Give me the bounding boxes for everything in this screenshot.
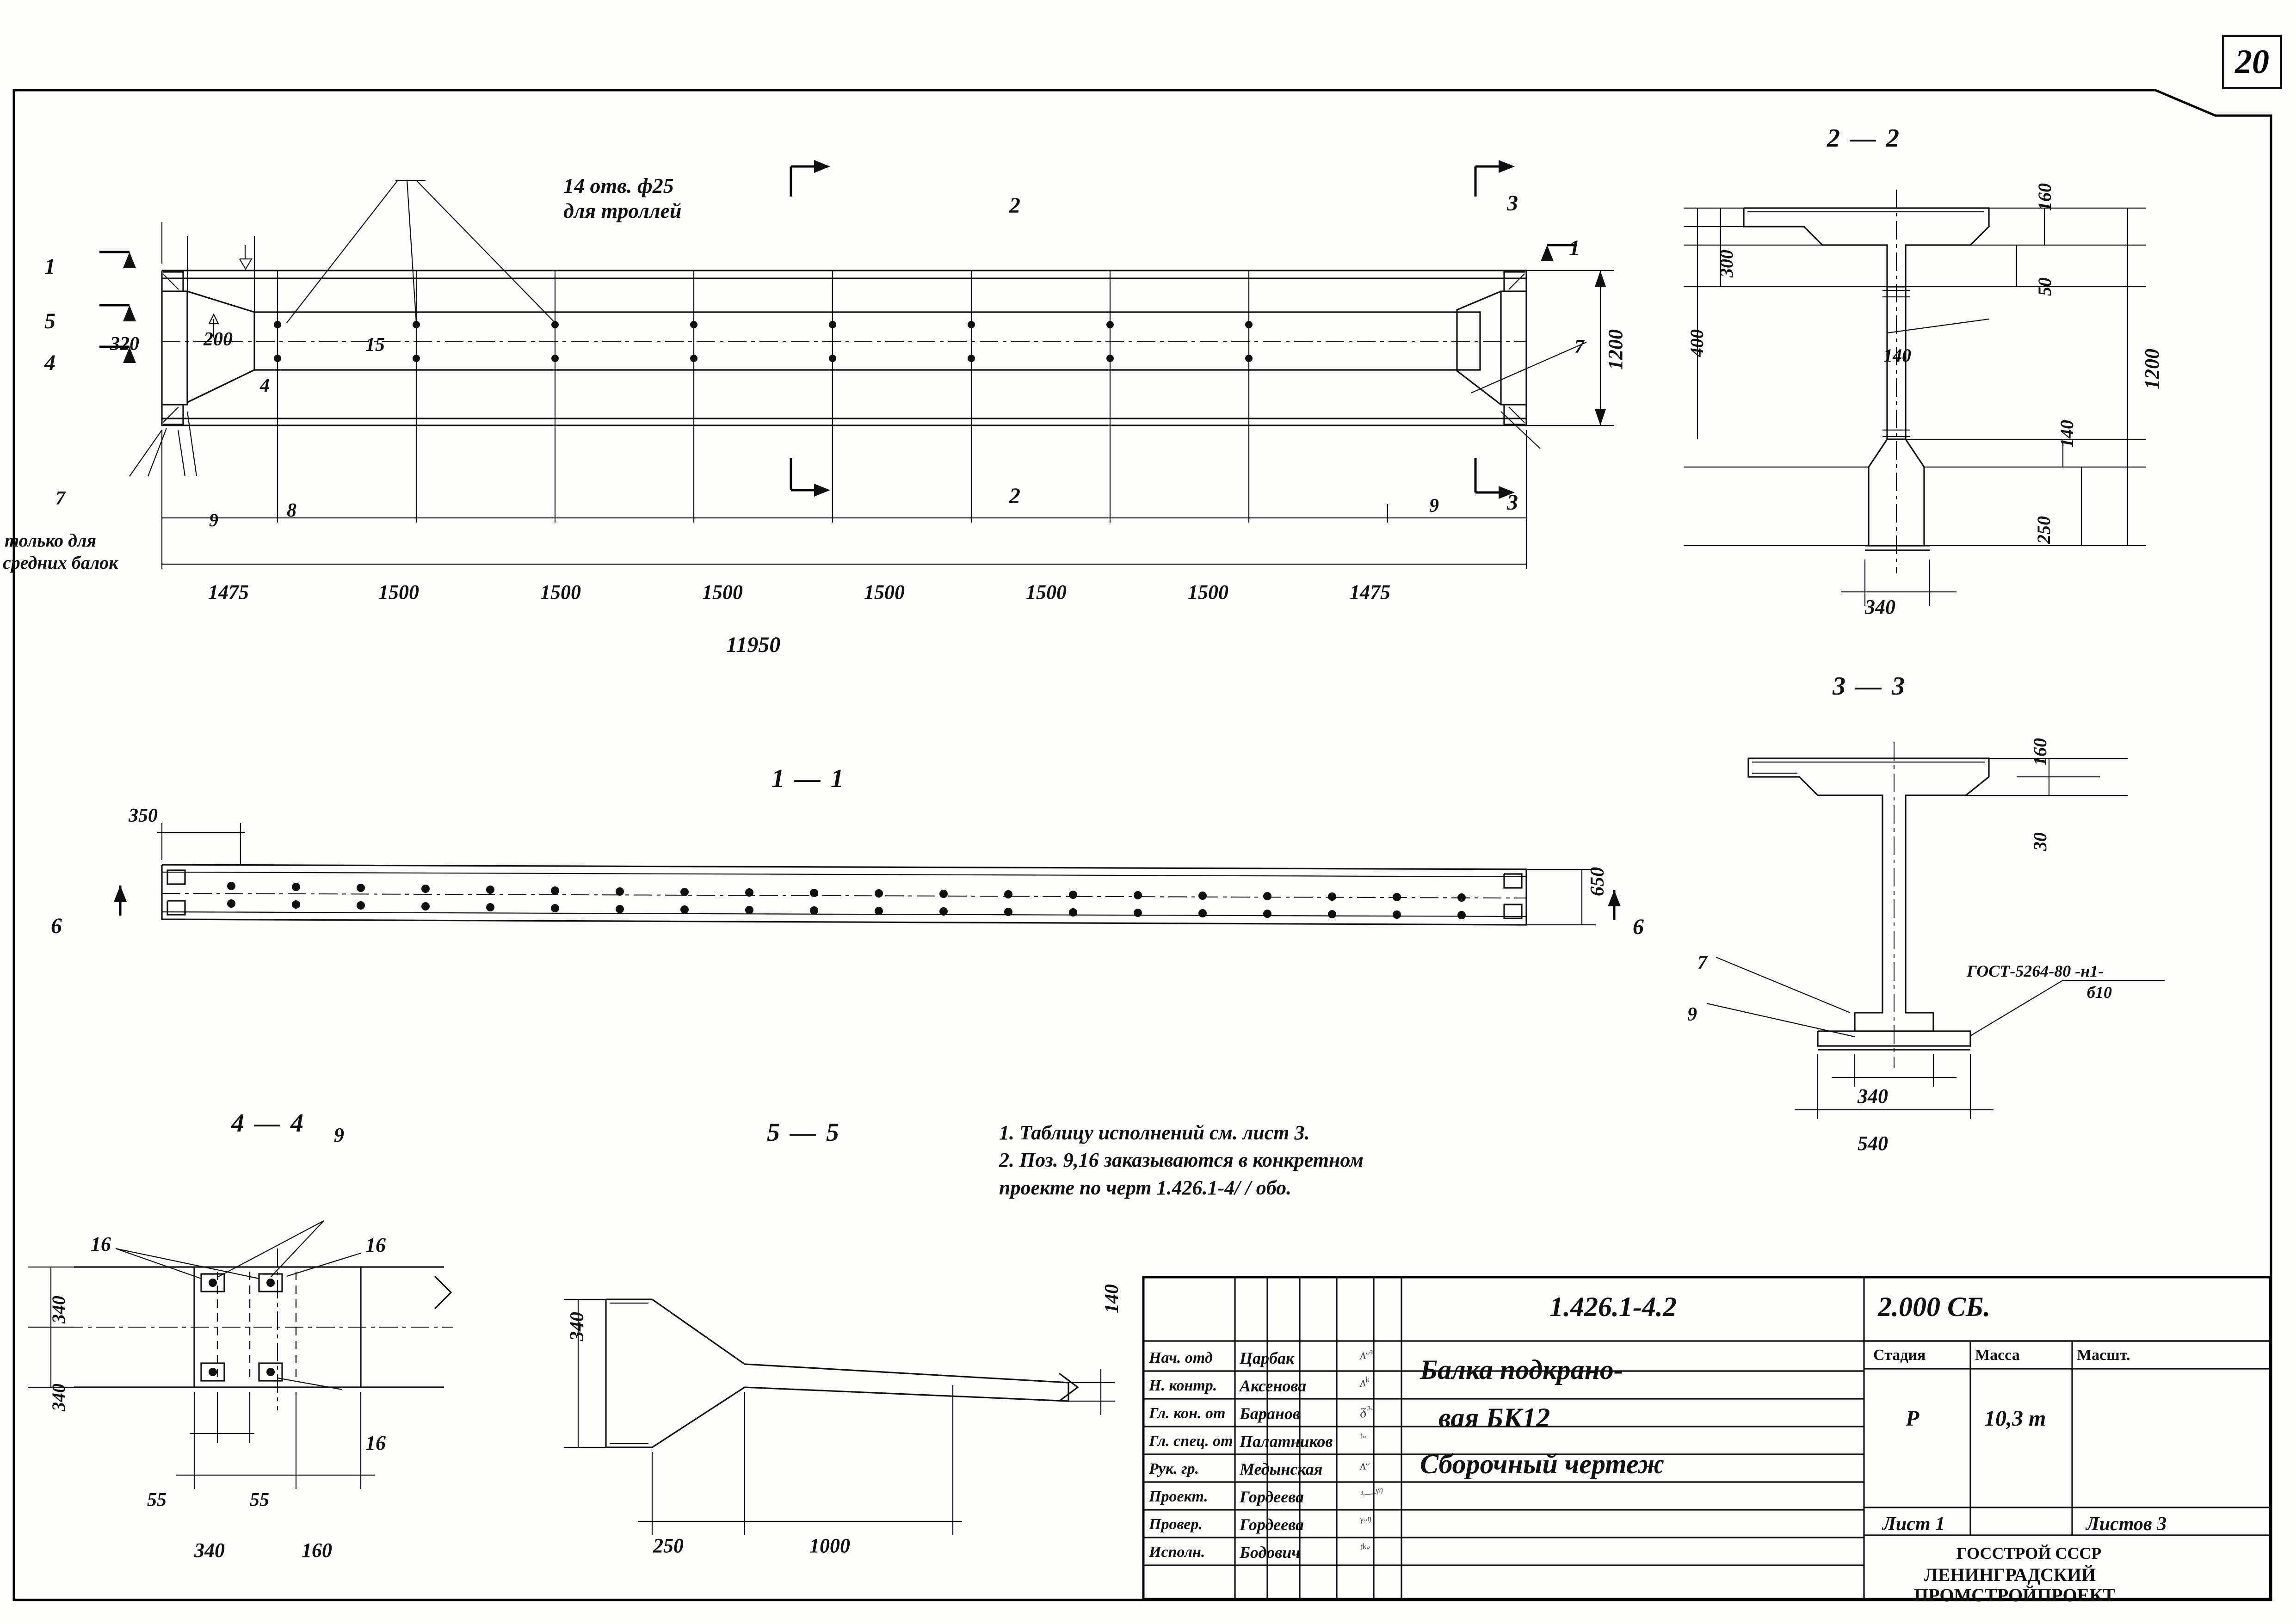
section-2-2-dim-340: 340 — [1865, 596, 1895, 618]
section-3-3-pos-9: 9 — [1687, 1004, 1697, 1025]
signature-3: ᵗᵕ — [1358, 1429, 1367, 1446]
plan-section-callout-3-top: 3 — [1507, 191, 1518, 215]
org-line-2: ЛЕНИНГРАДСКИЙ — [1924, 1564, 2096, 1585]
sheets-label: Листов 3 — [2086, 1513, 2167, 1535]
section-2-2-drawing — [1665, 180, 2220, 689]
plan-holes-note-line2: для троллей — [563, 199, 682, 222]
plan-pos-9-left: 9 — [209, 510, 218, 530]
plan-section-callout-1-right: 1 — [1569, 236, 1580, 260]
plan-spacing-2: 1500 — [378, 581, 419, 603]
section-2-2-dim-400: 400 — [1686, 329, 1707, 357]
section-2-2-dim-1200: 1200 — [2141, 349, 2163, 389]
plan-holes-note-line1: 14 отв. ф25 — [563, 174, 674, 197]
plan-spacing-5: 1500 — [864, 581, 905, 603]
name-0: Царбак — [1240, 1349, 1295, 1367]
plan-section-callout-3-bottom: 3 — [1507, 490, 1518, 515]
section-1-1-dim-650: 650 — [1587, 867, 1608, 896]
section-4-4-pos-16-a: 16 — [91, 1233, 111, 1255]
plan-dim-200: 200 — [204, 329, 233, 350]
section-2-2-dim-250: 250 — [2033, 516, 2054, 544]
plan-spacing-3: 1500 — [540, 581, 581, 603]
section-5-5-dim-250: 250 — [653, 1534, 684, 1557]
role-4: Рук. гр. — [1149, 1460, 1199, 1477]
section-5-5-title: 5 — 5 — [767, 1118, 841, 1147]
section-4-4-dim-340-v: 340 — [48, 1296, 69, 1323]
name-3: Палатников — [1240, 1432, 1333, 1451]
plan-pos-7-left: 7 — [56, 488, 65, 509]
role-2: Гл. кон. от — [1149, 1405, 1226, 1422]
name-4: Медынская — [1240, 1460, 1323, 1478]
plan-pos-7-right: 7 — [1574, 336, 1584, 357]
title-line-1: Балка подкрано- — [1420, 1354, 1623, 1385]
name-7: Бодович — [1240, 1543, 1301, 1562]
signature-5: ᵌ—ᵞᵑ — [1359, 1484, 1383, 1502]
section-3-3-pos-7: 7 — [1697, 952, 1707, 973]
section-1-1-drawing — [93, 842, 1665, 1036]
signature-1: ᴧᵏ — [1359, 1373, 1370, 1390]
section-1-1-callout-6-right: 6 — [1633, 915, 1644, 939]
section-5-5-drawing — [546, 1249, 1147, 1572]
section-3-3-title: 3 — 3 — [1833, 672, 1907, 701]
plan-pos-9-right: 9 — [1429, 495, 1439, 517]
section-4-4-dim-340-v2: 340 — [48, 1384, 69, 1411]
section-2-2-dim-140a: 140 — [1883, 345, 1911, 366]
section-3-3-weld-note-2: б10 — [2087, 983, 2112, 1002]
section-1-1-dim-350: 350 — [129, 805, 158, 826]
general-note-2: 2. Поз. 9,16 заказываются в конкретном — [999, 1149, 1364, 1172]
section-4-4-pos-16-b: 16 — [365, 1234, 386, 1256]
section-5-5-dim-1000: 1000 — [809, 1534, 850, 1557]
signature-7: ᵗᵏᵕ — [1359, 1540, 1371, 1557]
page-number: 20 — [2235, 43, 2269, 81]
section-4-4-drawing — [37, 1193, 546, 1563]
section-3-3-dim-30: 30 — [2030, 832, 2050, 851]
signature-6: ᵞᵕᵑ — [1359, 1512, 1372, 1529]
signature-4: ᴧᵕ — [1359, 1457, 1370, 1474]
role-3: Гл. спец. от — [1149, 1433, 1233, 1450]
general-note-3: проекте по черт 1.426.1-4/ / обо. — [999, 1176, 1292, 1199]
plan-note-only-middle-1: только для — [5, 530, 97, 551]
section-3-3-weld-note: ГОСТ-5264-80 -н1- — [1967, 962, 2104, 980]
mass-value: 10,3 т — [1984, 1406, 2046, 1431]
role-5: Проект. — [1149, 1488, 1208, 1505]
name-1: Аксенова — [1240, 1377, 1307, 1395]
name-5: Гордеева — [1240, 1488, 1304, 1506]
plan-section-callout-4-left: 4 — [44, 351, 56, 375]
plan-section-callout-1-left: 1 — [44, 254, 56, 279]
plan-spacing-7: 1500 — [1188, 581, 1228, 603]
section-2-2-title: 2 — 2 — [1827, 124, 1901, 153]
section-4-4-dim-160: 160 — [302, 1539, 332, 1562]
section-1-1-title: 1 — 1 — [772, 764, 846, 793]
stage-label: Стадия — [1873, 1347, 1926, 1364]
plan-section-callout-2-bottom: 2 — [1009, 484, 1020, 508]
general-notes — [999, 1119, 1364, 1201]
plan-dim-1200: 1200 — [1604, 329, 1627, 370]
org-line-3: ПРОМСТРОЙПРОЕКТ — [1914, 1585, 2115, 1606]
section-4-4-dim-55-a: 55 — [147, 1489, 167, 1511]
section-5-5-dim-140: 140 — [1101, 1284, 1123, 1313]
section-3-3-dim-540: 540 — [1858, 1132, 1888, 1155]
section-4-4-pos-9: 9 — [334, 1124, 344, 1146]
plan-spacing-1: 1475 — [208, 581, 249, 603]
plan-pos-8: 8 — [287, 500, 296, 521]
section-4-4-dim-55-b: 55 — [250, 1489, 269, 1511]
plan-spacing-8: 1475 — [1350, 581, 1390, 603]
plan-spacing-4: 1500 — [702, 581, 743, 603]
role-7: Исполн. — [1149, 1544, 1205, 1561]
section-4-4-pos-16-c: 16 — [365, 1432, 386, 1454]
plan-spacing-6: 1500 — [1026, 581, 1067, 603]
section-2-2-dim-140b: 140 — [2056, 420, 2077, 448]
stage-value: Р — [1906, 1406, 1920, 1431]
plan-pos-4: 4 — [260, 375, 270, 396]
drawing-set: 2.000 СБ. — [1878, 1292, 1991, 1322]
section-1-1-callout-6-left: 6 — [51, 914, 62, 938]
section-5-5-dim-340: 340 — [567, 1312, 588, 1341]
section-4-4-title: 4 — 4 — [231, 1109, 305, 1138]
sheet-label: Лист 1 — [1882, 1513, 1945, 1535]
section-4-4-dim-340: 340 — [194, 1539, 225, 1562]
section-2-2-dim-160: 160 — [2034, 183, 2055, 211]
title-line-3: Сборочный чертеж — [1420, 1449, 1665, 1479]
mass-label: Масса — [1975, 1347, 2020, 1364]
plan-total-length: 11950 — [726, 633, 781, 657]
name-2: Баранов — [1240, 1404, 1300, 1423]
scale-label: Масшт. — [2077, 1347, 2130, 1364]
role-6: Провер. — [1149, 1516, 1203, 1533]
section-3-3-dim-160: 160 — [2030, 738, 2050, 766]
drawing-code: 1.426.1-4.2 — [1549, 1292, 1677, 1322]
section-2-2-dim-300: 300 — [1716, 250, 1737, 277]
name-6: Гордеева — [1240, 1515, 1304, 1534]
section-3-3-drawing — [1665, 735, 2220, 1151]
plan-note-only-middle-2: средних балок — [3, 552, 118, 573]
plan-section-callout-5-left: 5 — [44, 309, 56, 333]
title-line-2: вая БК12 — [1438, 1403, 1550, 1433]
title-block — [1142, 1276, 2271, 1606]
role-0: Нач. отд — [1149, 1349, 1213, 1366]
plan-section-callout-2-top: 2 — [1009, 193, 1020, 218]
plan-pos-15: 15 — [365, 334, 385, 356]
general-note-1: 1. Таблицу исполнений см. лист 3. — [999, 1121, 1310, 1144]
signature-2: ᵹᵓᵕ — [1359, 1401, 1375, 1418]
section-2-2-dim-50: 50 — [2034, 277, 2055, 296]
plan-dim-320: 320 — [110, 333, 139, 355]
role-1: Н. контр. — [1149, 1377, 1217, 1394]
org-line-1: ГОССТРОЙ СССР — [1957, 1544, 2102, 1562]
signature-0: ᴧᵕᵌ — [1359, 1346, 1374, 1363]
section-3-3-dim-340: 340 — [1858, 1085, 1888, 1107]
